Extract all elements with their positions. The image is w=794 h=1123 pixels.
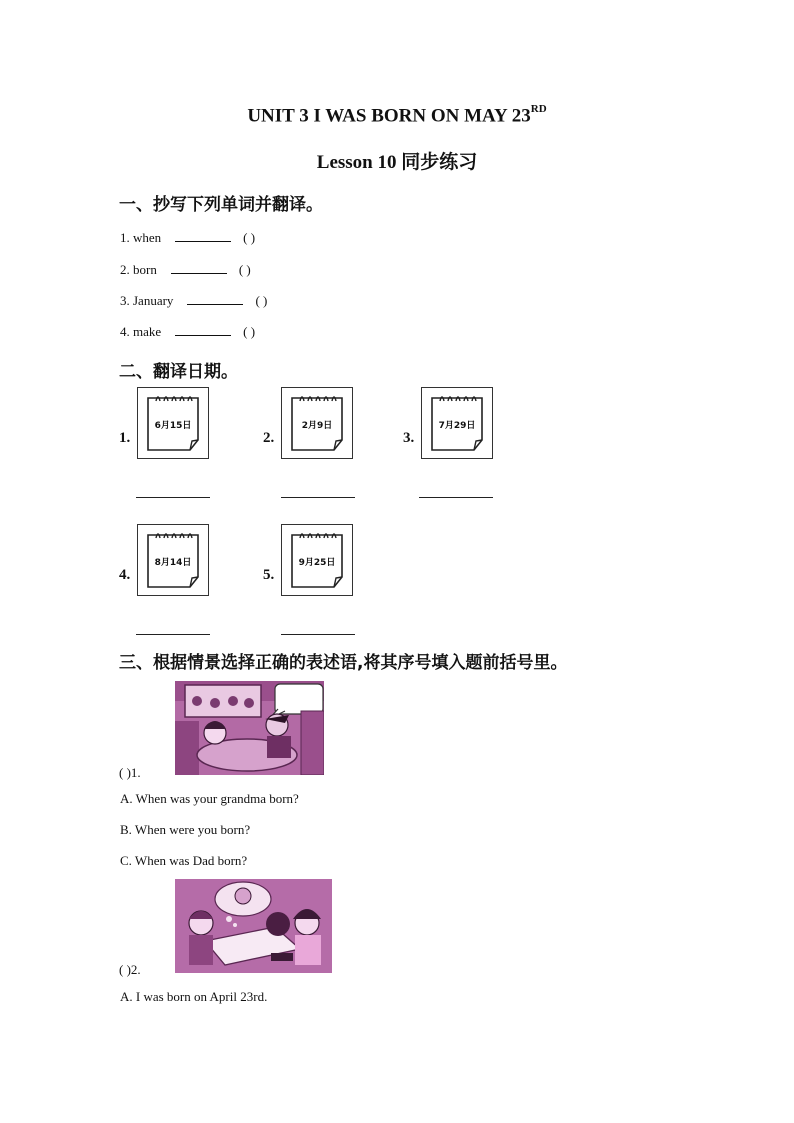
title-superscript: RD [530, 103, 547, 115]
calendar-5 [281, 524, 353, 596]
vocab-item-1 [120, 229, 255, 246]
date-num-2: 2. [263, 430, 275, 446]
translation-paren[interactable]: ( ) [255, 293, 268, 308]
section1-heading: 一、抄写下列单词并翻译。 [119, 195, 323, 215]
q2-option-a: A. I was born on April 23rd. [120, 989, 268, 1004]
vocab-item-4 [120, 323, 255, 340]
date-num-5: 5. [263, 567, 275, 583]
date-num-4: 4. [119, 567, 131, 583]
calendar-3 [421, 387, 493, 459]
copy-blank[interactable] [171, 261, 227, 274]
answer-line-4[interactable] [136, 634, 210, 635]
family-scene-illustration [175, 681, 324, 775]
answer-line-2[interactable] [281, 497, 355, 498]
vocab-word: 4. make [120, 324, 162, 339]
translation-paren[interactable]: ( ) [243, 230, 256, 245]
calendar-2 [281, 387, 353, 459]
translation-paren[interactable]: ( ) [243, 324, 256, 339]
calendar-date: 8月14日 [154, 558, 192, 568]
date-num-3: 3. [403, 430, 415, 446]
scene-image-1 [175, 681, 324, 775]
lesson-title: Lesson 10 同步练习 [316, 152, 478, 173]
date-num-1: 1. [119, 430, 131, 446]
copy-blank[interactable] [175, 323, 231, 336]
scene-image-2 [175, 879, 332, 973]
vocab-item-2 [120, 261, 251, 278]
q1-option-c: C. When was Dad born? [120, 853, 248, 868]
question-2-label[interactable]: ( )2. [119, 962, 141, 977]
vocab-word: 2. born [120, 262, 157, 277]
calendar-date: 9月25日 [298, 558, 336, 568]
section2-heading: 二、翻译日期。 [119, 362, 238, 382]
page-title [0, 105, 794, 127]
calendar-1 [137, 387, 209, 459]
vocab-word: 1. when [120, 230, 162, 245]
calendar-date: 7月29日 [438, 421, 476, 431]
copy-blank[interactable] [175, 229, 231, 242]
answer-line-3[interactable] [419, 497, 493, 498]
answer-line-5[interactable] [281, 634, 355, 635]
calendar-date: 6月15日 [154, 421, 192, 431]
answer-line-1[interactable] [136, 497, 210, 498]
q1-option-b: B. When were you born? [120, 822, 251, 837]
vocab-item-3 [120, 292, 267, 309]
calendar-date: 2月9日 [301, 421, 333, 431]
question-1-label[interactable]: ( )1. [119, 765, 141, 780]
copy-blank[interactable] [187, 292, 243, 305]
calendar-4 [137, 524, 209, 596]
translation-paren[interactable]: ( ) [238, 262, 251, 277]
section3-heading: 三、根据情景选择正确的表述语,将其序号填入题前括号里。 [119, 653, 568, 673]
q1-option-a: A. When was your grandma born? [120, 791, 299, 806]
title-text: UNIT 3 I WAS BORN ON MAY 23 [247, 105, 531, 127]
vocab-word: 3. January [120, 293, 174, 308]
birthday-scene-illustration [175, 879, 332, 973]
